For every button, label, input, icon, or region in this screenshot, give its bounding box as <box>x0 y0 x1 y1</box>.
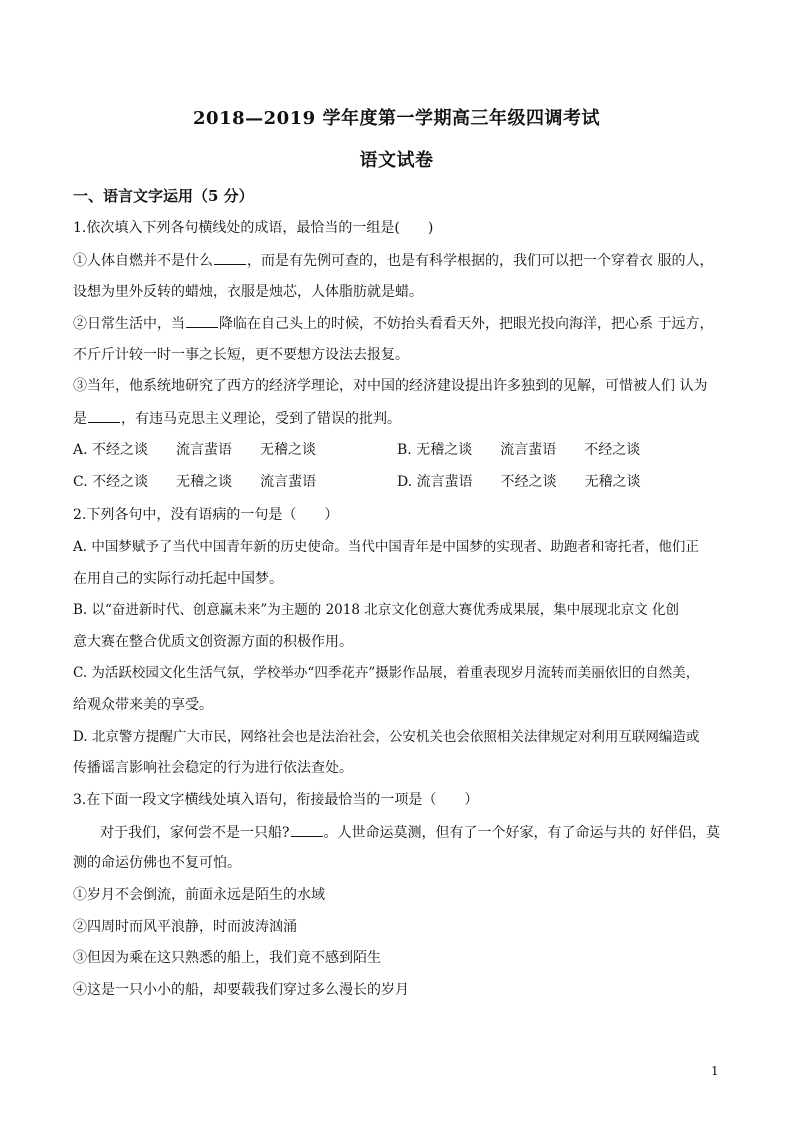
q3-passage-text-b: 。人世命运莫测，但有了一个好家，有了命运与共的 好伴侣，莫 <box>323 825 720 841</box>
q1-sentence-3-cont <box>73 408 723 429</box>
page-number: 1 <box>711 1064 719 1078</box>
q3-passage-text-a: 对于我们，家何尝不是一只船? <box>100 825 290 841</box>
section-heading: 一、语言文字运用（5 分） <box>73 187 254 205</box>
q1-option-c: C. 不经之谈 无稽之谈 流言蜚语 <box>73 474 317 490</box>
q1-s2-text-a: ②日常生活中，当 <box>73 316 185 332</box>
answer-blank <box>88 408 120 423</box>
q2-option-d-cont: 传播谣言影响社会稳定的行为进行依法查处。 <box>73 760 353 776</box>
q2-option-b: B. 以“奋进新时代、创意赢未来”为主题的 2018 北京文化创意大赛优秀成果展，集中展现北京文 化创 <box>73 602 680 618</box>
q1-option-a: A. 不经之谈 流言蜚语 无稽之谈 <box>73 442 317 458</box>
q1-s3-text-a: 是 <box>73 411 87 427</box>
answer-blank <box>186 313 218 328</box>
q2-option-c: C. 为活跃校园文化生活气氛，学校举办“四季花卉”摄影作品展，着重表现岁月流转而美丽依旧的自然美， <box>73 665 700 681</box>
q3-passage-cont: 测的命运仿佛也不复可怕。 <box>73 855 241 871</box>
q3-stem: 3.在下面一段文字横线处填入语句，衔接最恰当的一项是（ ） <box>73 792 479 808</box>
q1-s1-text-a: ①人体自燃并不是什么 <box>73 253 213 269</box>
q1-option-d: D. 流言蜚语 不经之谈 无稽之谈 <box>397 474 641 490</box>
q3-item-2: ②四周时而风平浪静，时而波涛汹涌 <box>73 919 297 935</box>
q1-sentence-1-cont: 设想为里外反转的蜡烛，衣服是烛芯，人体脂肪就是蜡。 <box>73 284 423 300</box>
q3-item-3: ③但因为乘在这只熟悉的船上，我们竟不感到陌生 <box>73 950 381 966</box>
q1-s2-text-b: 降临在自己头上的时候，不妨抬头看看天外，把眼光投向海洋，把心系 于远方， <box>219 316 714 332</box>
q1-sentence-1 <box>73 250 723 271</box>
exam-subtitle: 语文试卷 <box>359 150 434 171</box>
q1-option-b: B. 无稽之谈 流言蜚语 不经之谈 <box>397 442 641 458</box>
q2-option-b-cont: 意大赛在整合优质文创资源方面的积极作用。 <box>73 634 353 650</box>
q3-item-1: ①岁月不会倒流，前面永远是陌生的水域 <box>73 887 325 903</box>
answer-blank <box>291 822 323 837</box>
q1-sentence-2 <box>73 313 723 334</box>
q1-s3-text-b: ，有违马克思主义理论，受到了错误的批判。 <box>121 411 401 427</box>
q2-option-d: D. 北京警方提醒广大市民，网络社会也是法治社会，公安机关也会依照相关法律规定对利用互联网编造或 <box>73 729 700 745</box>
q2-option-a-cont: 在用自己的实际行动托起中国梦。 <box>73 571 283 587</box>
q3-passage <box>100 822 723 843</box>
q1-sentence-2-cont: 不斤斤计较一时一事之长短，更不要想方设法去报复。 <box>73 347 409 363</box>
q2-stem: 2.下列各句中，没有语病的一句是（ ） <box>73 507 339 523</box>
exam-title: 2018—2019 学年度第一学期高三年级四调考试 <box>193 108 600 129</box>
q3-item-4: ④这是一只小小的船，却要载我们穿过多么漫长的岁月 <box>73 982 409 998</box>
answer-blank <box>214 250 246 265</box>
q2-option-c-cont: 给观众带来美的享受。 <box>73 697 213 713</box>
q1-s1-text-b: ，而是有先例可查的，也是有科学根据的，我们可以把一个穿着衣 服的人， <box>247 253 714 269</box>
q1-stem: 1.依次填入下列各句横线处的成语，最恰当的一组是( ) <box>73 220 434 236</box>
q2-option-a: A. 中国梦赋予了当代中国青年新的历史使命。当代中国青年是中国梦的实现者、助跑者和寄托者，他们正 <box>73 539 699 555</box>
q1-sentence-3: ③当年，他系统地研究了西方的经济学理论，对中国的经济建设提出许多独到的见解，可惜被人们 认为 <box>73 378 708 394</box>
